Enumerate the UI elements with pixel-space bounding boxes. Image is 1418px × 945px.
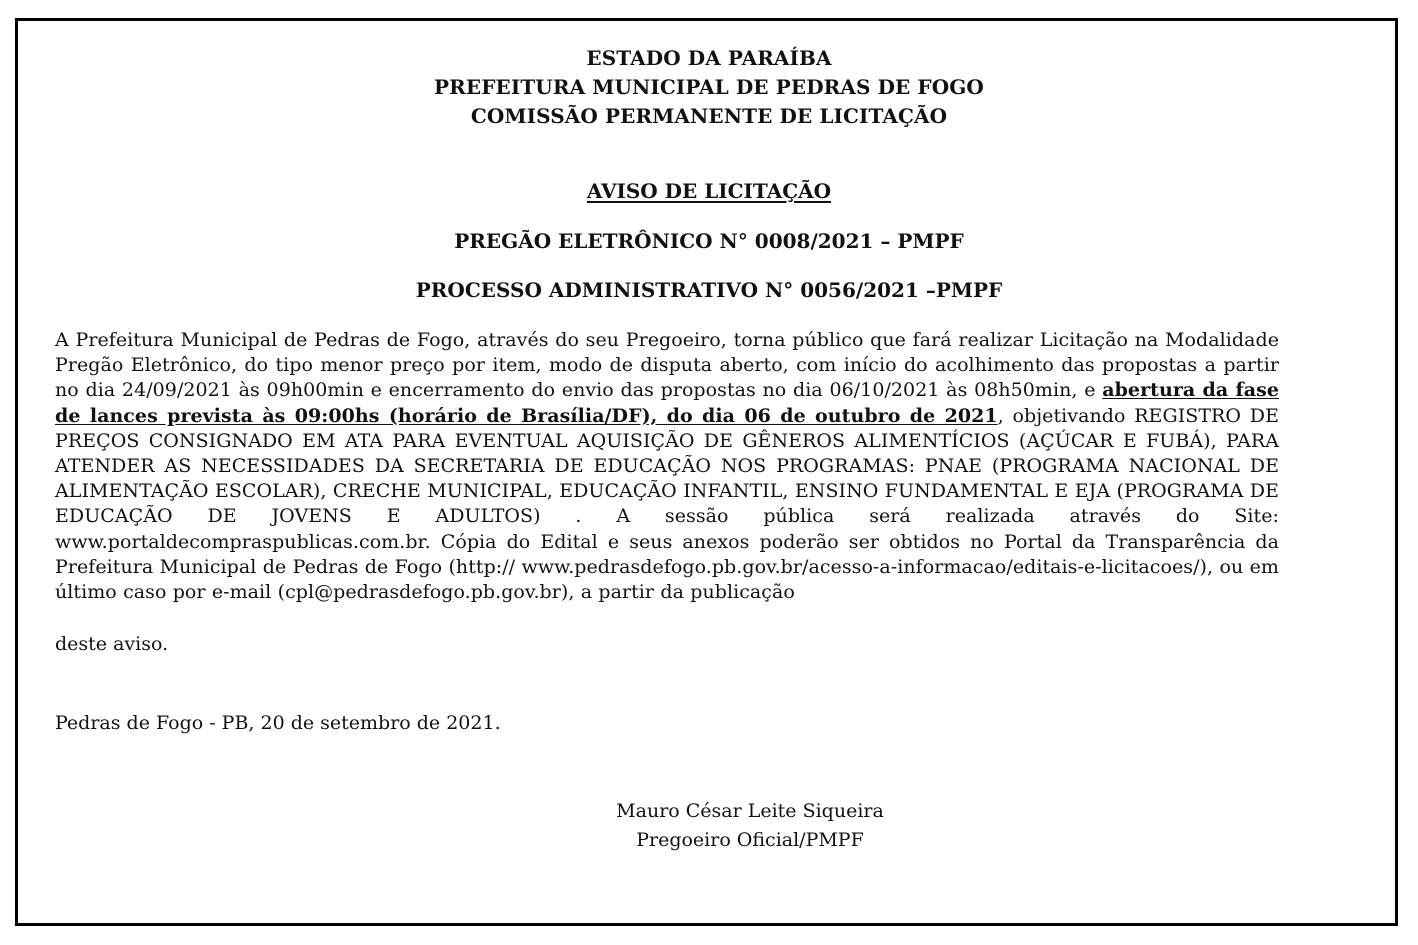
header-commission: COMISSÃO PERMANENTE DE LICITAÇÃO xyxy=(470,104,948,128)
body-text-edital: . Cópia do Edital e seus anexos poderão ser obtidos no Portal da Transparência da Prefeitura Municipal de Pedras de Fogo ( xyxy=(55,530,1279,578)
notice-title-text: AVISO DE LICITAÇÃO xyxy=(586,179,832,203)
signature-block xyxy=(0,797,1418,855)
portal-url-link[interactable]: http:// www.pedrasdefogo.pb.gov.br/acesso-a-informacao/editais-e-licitacoes/ xyxy=(455,555,1200,578)
pregao-number: PREGÃO ELETRÔNICO N° 0008/2021 – PMPF xyxy=(454,229,964,253)
email-link[interactable]: cpl@pedrasdefogo.pb.gov.br xyxy=(285,581,561,604)
notice-title xyxy=(0,178,1418,204)
signatory-name: Mauro César Leite Siqueira xyxy=(616,800,884,822)
body-text-object: , objetivando REGISTRO DE PREÇOS CONSIGNADO EM ATA PARA EVENTUAL AQUISIÇÃO DE GÊNEROS ALIMENTÍCIOS (AÇÚCAR E FUBÁ), PARA ATENDER AS NECESSIDADES DA SECRETARIA DE EDUCAÇÃO NOS PROGRAMAS: PNAE (PROGRAMA NACIONAL DE ALIMENTAÇÃO ESCOLAR), CRECHE MUNICIPAL, EDUCAÇÃO INFANTIL, ENSINO FUNDAMENTAL E EJA (PROGRAMA DE EDUCAÇÃO DE JOVENS E ADULTOS) . A sessão pública será realizada através do Site: xyxy=(55,404,1280,528)
body-text-email-intro: ), ou em último caso por e-mail ( xyxy=(55,555,1279,604)
body-text-intro: A Prefeitura Municipal de Pedras de Fogo, através do seu Pregoeiro, torna público que fará realizar Licitação na Modalidade Pregão Eletrônico, do tipo menor preço por item, modo de disputa aberto, com início do acolhimento das propostas a partir no dia 24/09/2021 às 09h00min e encerramento do envio das propostas no dia 06/10/2021 às 08h50min, e xyxy=(55,329,1279,402)
signatory-role: Pregoeiro Oficial/PMPF xyxy=(636,829,864,851)
notice-body-tail: deste aviso. xyxy=(55,633,169,655)
notice-body-paragraph xyxy=(55,328,1279,605)
body-text-highlight: abertura da fase de lances prevista às 09:00hs (horário de Brasília/DF), do dia 06 de outubro de 2021 xyxy=(55,379,1279,427)
issuer-header xyxy=(0,44,1418,131)
header-state: ESTADO DA PARAÍBA xyxy=(586,46,832,70)
site-url-link[interactable]: www.portaldecompraspublicas.com.br xyxy=(55,530,425,553)
header-municipality: PREFEITURA MUNICIPAL DE PEDRAS DE FOGO xyxy=(434,75,984,99)
body-text-end: ), a partir da publicação xyxy=(560,581,795,604)
place-and-date: Pedras de Fogo - PB, 20 de setembro de 2021. xyxy=(55,712,501,734)
processo-number: PROCESSO ADMINISTRATIVO N° 0056/2021 –PMPF xyxy=(415,278,1003,302)
